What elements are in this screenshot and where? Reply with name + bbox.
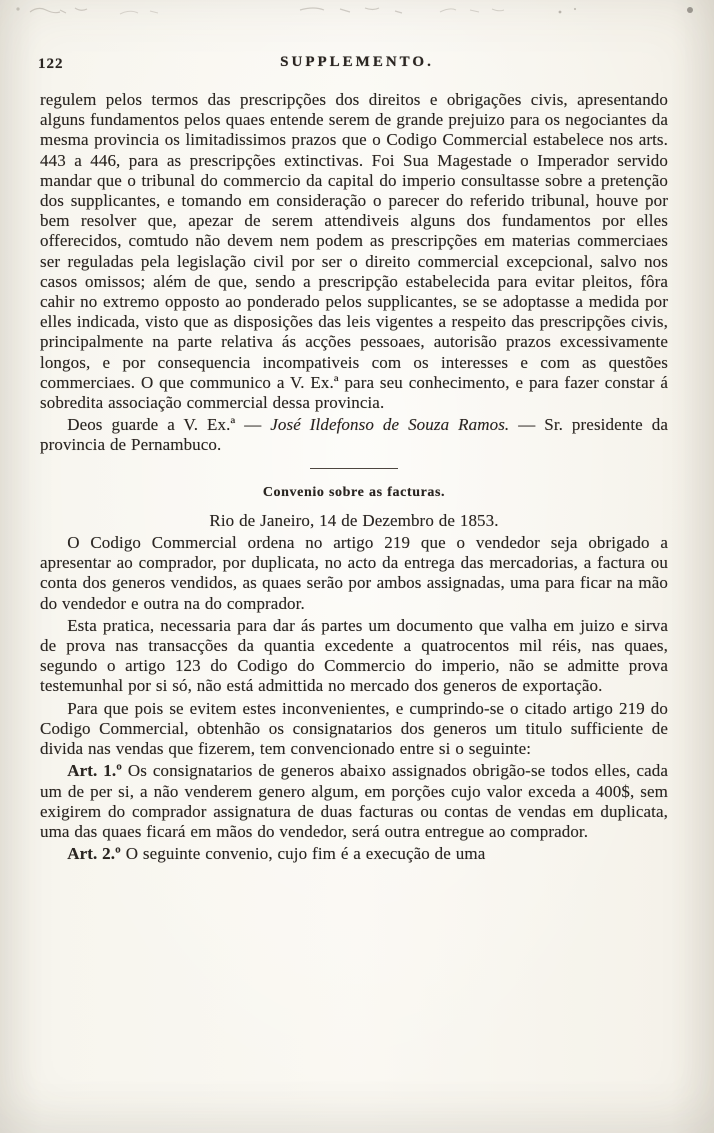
signoff-suffix: — Sr. presidente da provincia de Pernambuco. [40, 415, 668, 455]
signoff-prefix: Deos guarde a V. Ex.ª — [67, 415, 271, 435]
article-2 [40, 844, 668, 864]
convention-paragraph: Para que pois se evitem estes inconvenientes, e cumprindo-se o citado artigo 219 do Codigo Commercial, obtenhão os consignatarios dos generos um titulo sufficiente de divida nas vendas que fizerem, tem convencionado entre si o seguinte: [40, 698, 668, 759]
signoff-signature: José Ildefonso de Souza Ramos. [270, 415, 510, 435]
dateline: Rio de Janeiro, 14 de Dezembro de 1853. [209, 510, 499, 530]
section-divider [310, 468, 398, 469]
page-number: 122 [38, 56, 64, 72]
convention-paragraph: O Codigo Commercial ordena no artigo 219 que o vendedor seja obrigado a apresentar ao comprador, por duplicata, no acto da entrega das mercadorias, a factura ou conta dos generos vendidos, as quaes serão por ambos assignadas, uma para ficar na mão do vendedor e outra na do comprador. [40, 533, 668, 613]
article-1 [40, 761, 668, 842]
article-2-label: Art. 2.º [67, 844, 121, 864]
article-1-text: Os consignatarios de generos abaixo assignados obrigão-se todos elles, cada um de per si, a não venderem genero algum, em porções cujo valor exceda a 400$, sem exigirem do comprador assignatura de duas facturas ou contas de vendas em duplicata, uma das quaes ficará em mãos do vendedor, será outra entregue ao comprador. [40, 761, 668, 841]
page-title: SUPPLEMENTO. [280, 54, 434, 70]
section-title: Convenio sobre as facturas. [262, 484, 446, 500]
article-2-text: O seguinte convenio, cujo fim é a execução de uma [120, 844, 486, 864]
letter-body-paragraph: regulem pelos termos das prescripções dos direitos e obrigações civis, apresentando alguns fundamentos pelos quaes entende serem de grande prejuizo para os negociantes da mesma provincia os limitadissimos prazos que o Codigo Commercial estabelece nos arts. 443 a 446, para as prescripções extinctivas. Foi Sua Magestade o Imperador servido mandar que o tribunal do commercio da capital do imperio consultasse sobre a pretenção dos supplicantes, e tomando em consideração o parecer do referido tribunal, houve por bem resolver que, apezar de serem attendiveis alguns dos fundamentos por elles offerecidos, comtudo não devem nem podem as prescripções em materias commerciaes ser reguladas pela legislação civil por ser o direito commercial excepcional, salvo nos casos omissos; além de que, sendo a prescripção estabelecida para evitar pleitos, fôra cahir no extremo opposto ao ponderado pelos supplicantes, se se adoptasse a medida por elles indicada, visto que as disposições das leis vigentes a respeito das prescripções civis, principalmente na parte relativa ás acções pessoaes, autorisão prazos excessivamente longos, e por consequencia incompativeis com os interesses e com as questões commerciaes. O que communico a V. Ex.ª para seu conhecimento, e para fazer constar á sobredita associação commercial dessa provincia. [40, 90, 668, 413]
running-head [0, 0, 714, 78]
letter-signoff [40, 415, 668, 455]
page-body [0, 78, 714, 864]
article-1-label: Art. 1.º [67, 761, 122, 781]
convention-paragraph: Esta pratica, necessaria para dar ás partes um documento que valha em juizo e sirva de prova nas transacções da quantia excedente a quatrocentos mil réis, nas quaes, segundo o artigo 123 do Codigo do Commercio do imperio, não se admitte prova testemunhal por si só, não está admittida no mercado dos generos de exportação. [40, 615, 668, 696]
